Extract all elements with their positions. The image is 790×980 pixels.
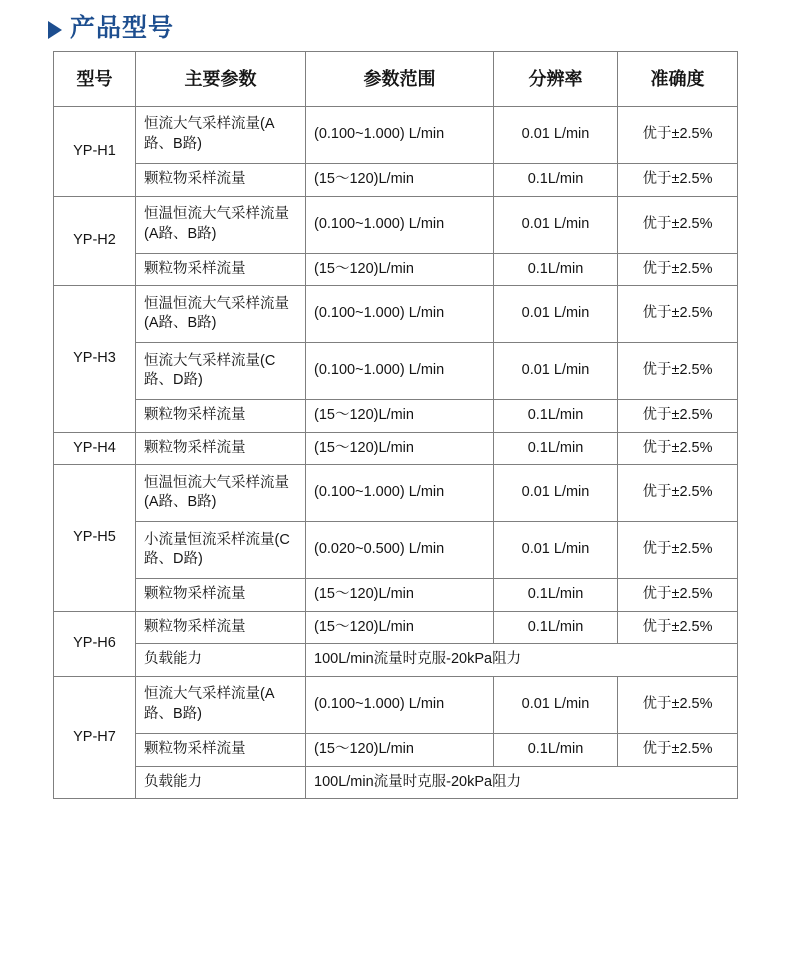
resolution-cell: 0.1L/min <box>494 164 618 197</box>
product-spec-table <box>53 51 738 799</box>
resolution-cell: 0.1L/min <box>494 400 618 433</box>
param-cell: 颗粒物采样流量 <box>136 733 306 766</box>
param-cell: 恒温恒流大气采样流量(A路、B路) <box>136 465 306 522</box>
accuracy-cell: 优于±2.5% <box>618 286 738 343</box>
accuracy-cell: 优于±2.5% <box>618 400 738 433</box>
model-cell: YP-H2 <box>54 196 136 286</box>
accuracy-cell: 优于±2.5% <box>618 107 738 164</box>
resolution-cell: 0.1L/min <box>494 611 618 644</box>
model-cell: YP-H5 <box>54 465 136 612</box>
resolution-cell: 0.1L/min <box>494 253 618 286</box>
table-row <box>54 286 738 343</box>
range-cell: (15～120)L/min <box>306 164 494 197</box>
param-cell: 恒温恒流大气采样流量(A路、B路) <box>136 286 306 343</box>
model-cell: YP-H4 <box>54 432 136 465</box>
resolution-cell: 0.1L/min <box>494 432 618 465</box>
table-row <box>54 107 738 164</box>
load-capacity-cell: 100L/min流量时克服-20kPa阻力 <box>306 644 738 677</box>
column-header-resolution: 分辨率 <box>494 52 618 107</box>
range-cell: (15～120)L/min <box>306 432 494 465</box>
range-cell: (15～120)L/min <box>306 400 494 433</box>
table-row <box>54 522 738 579</box>
resolution-cell: 0.01 L/min <box>494 343 618 400</box>
table-row <box>54 343 738 400</box>
table-row <box>54 253 738 286</box>
accuracy-cell: 优于±2.5% <box>618 164 738 197</box>
accuracy-cell: 优于±2.5% <box>618 611 738 644</box>
range-cell: (15～120)L/min <box>306 733 494 766</box>
param-cell: 颗粒物采样流量 <box>136 611 306 644</box>
table-header-row <box>54 52 738 107</box>
column-header-range: 参数范围 <box>306 52 494 107</box>
accuracy-cell: 优于±2.5% <box>618 465 738 522</box>
resolution-cell: 0.01 L/min <box>494 465 618 522</box>
table-row <box>54 676 738 733</box>
range-cell: (15～120)L/min <box>306 579 494 612</box>
range-cell: (15～120)L/min <box>306 253 494 286</box>
accuracy-cell: 优于±2.5% <box>618 253 738 286</box>
table-row <box>54 465 738 522</box>
accuracy-cell: 优于±2.5% <box>618 343 738 400</box>
column-header-model: 型号 <box>54 52 136 107</box>
page-title-label: 产品型号 <box>70 14 175 42</box>
column-header-accuracy: 准确度 <box>618 52 738 107</box>
resolution-cell: 0.01 L/min <box>494 107 618 164</box>
resolution-cell: 0.01 L/min <box>494 196 618 253</box>
table-row <box>54 579 738 612</box>
param-cell: 恒流大气采样流量(C路、D路) <box>136 343 306 400</box>
param-cell: 恒流大气采样流量(A路、B路) <box>136 107 306 164</box>
column-header-param: 主要参数 <box>136 52 306 107</box>
range-cell: (0.100~1.000) L/min <box>306 107 494 164</box>
table-row <box>54 644 738 677</box>
accuracy-cell: 优于±2.5% <box>618 432 738 465</box>
resolution-cell: 0.01 L/min <box>494 286 618 343</box>
resolution-cell: 0.01 L/min <box>494 676 618 733</box>
accuracy-cell: 优于±2.5% <box>618 522 738 579</box>
model-cell: YP-H1 <box>54 107 136 197</box>
accuracy-cell: 优于±2.5% <box>618 676 738 733</box>
table-row <box>54 164 738 197</box>
range-cell: (15～120)L/min <box>306 611 494 644</box>
page-title <box>0 0 790 51</box>
table-row <box>54 432 738 465</box>
table-body <box>54 107 738 799</box>
model-cell: YP-H6 <box>54 611 136 676</box>
table-row <box>54 766 738 799</box>
param-cell: 颗粒物采样流量 <box>136 164 306 197</box>
triangle-right-icon <box>48 21 62 39</box>
accuracy-cell: 优于±2.5% <box>618 579 738 612</box>
param-cell: 恒温恒流大气采样流量(A路、B路) <box>136 196 306 253</box>
param-cell: 恒流大气采样流量(A路、B路) <box>136 676 306 733</box>
param-cell: 颗粒物采样流量 <box>136 400 306 433</box>
param-cell: 负载能力 <box>136 644 306 677</box>
table-row <box>54 611 738 644</box>
table-row <box>54 196 738 253</box>
accuracy-cell: 优于±2.5% <box>618 196 738 253</box>
param-cell: 负载能力 <box>136 766 306 799</box>
range-cell: (0.100~1.000) L/min <box>306 286 494 343</box>
table-row <box>54 400 738 433</box>
range-cell: (0.100~1.000) L/min <box>306 676 494 733</box>
param-cell: 颗粒物采样流量 <box>136 432 306 465</box>
accuracy-cell: 优于±2.5% <box>618 733 738 766</box>
model-cell: YP-H7 <box>54 676 136 798</box>
resolution-cell: 0.1L/min <box>494 733 618 766</box>
param-cell: 小流量恒流采样流量(C路、D路) <box>136 522 306 579</box>
param-cell: 颗粒物采样流量 <box>136 253 306 286</box>
range-cell: (0.100~1.000) L/min <box>306 465 494 522</box>
range-cell: (0.020~0.500) L/min <box>306 522 494 579</box>
resolution-cell: 0.1L/min <box>494 579 618 612</box>
range-cell: (0.100~1.000) L/min <box>306 196 494 253</box>
table-row <box>54 733 738 766</box>
model-cell: YP-H3 <box>54 286 136 433</box>
load-capacity-cell: 100L/min流量时克服-20kPa阻力 <box>306 766 738 799</box>
range-cell: (0.100~1.000) L/min <box>306 343 494 400</box>
param-cell: 颗粒物采样流量 <box>136 579 306 612</box>
resolution-cell: 0.01 L/min <box>494 522 618 579</box>
